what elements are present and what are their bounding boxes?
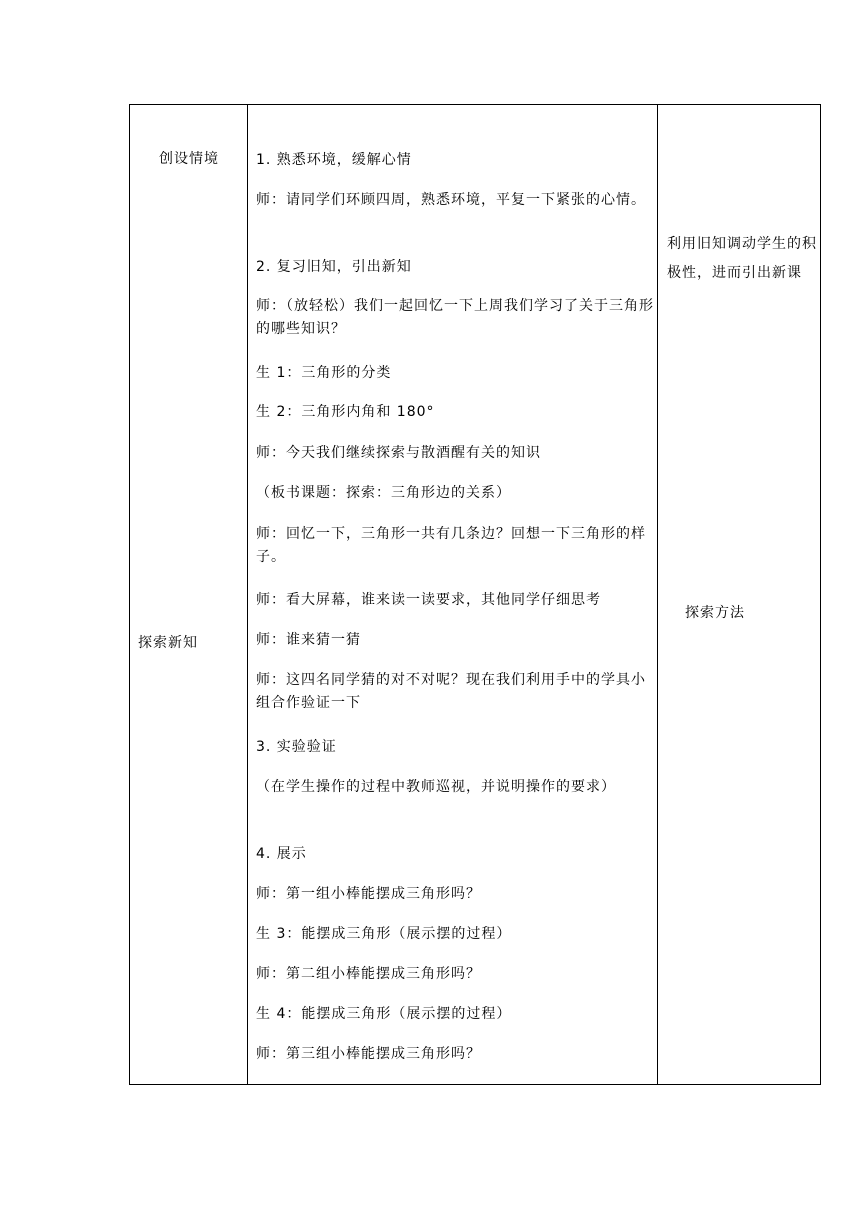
purpose-note-intro: 利用旧知调动学生的积极性，进而引出新课 — [667, 236, 817, 281]
purpose-note-explore: 探索方法 — [685, 605, 745, 621]
content-paragraph: 生 4：能摆成三角形（展示摆的过程） — [256, 1006, 512, 1022]
content-paragraph: 2. 复习旧知，引出新知 — [256, 259, 412, 275]
content-paragraph: 师：这四名同学猜的对不对呢？现在我们利用手中的学具小组合作验证一下 — [256, 672, 646, 711]
content-paragraph: 师：第二组小棒能摆成三角形吗？ — [256, 966, 481, 982]
column-divider — [247, 105, 248, 1084]
stage-label-situation: 创设情境 — [159, 151, 219, 167]
content-paragraph: 生 2：三角形内角和 180° — [256, 404, 435, 420]
stage-label-explore: 探索新知 — [138, 635, 198, 651]
column-divider — [657, 105, 658, 1084]
content-paragraph: 师：看大屏幕，谁来读一读要求，其他同学仔细思考 — [256, 592, 601, 608]
content-paragraph: 生 3：能摆成三角形（展示摆的过程） — [256, 926, 512, 942]
content-paragraph: 生 1：三角形的分类 — [256, 365, 392, 381]
content-paragraph: 1. 熟悉环境，缓解心情 — [256, 152, 412, 168]
content-paragraph: 师：第一组小棒能摆成三角形吗？ — [256, 886, 481, 902]
content-paragraph: 3. 实验验证 — [256, 739, 337, 755]
lesson-table — [129, 104, 821, 1085]
content-paragraph: 师：回忆一下，三角形一共有几条边？回想一下三角形的样子。 — [256, 526, 646, 565]
content-paragraph: 师：第三组小棒能摆成三角形吗？ — [256, 1046, 481, 1062]
content-paragraph: （板书课题：探索：三角形边的关系） — [256, 485, 511, 501]
content-paragraph: 师：请同学们环顾四周，熟悉环境，平复一下紧张的心情。 — [256, 192, 646, 208]
content-paragraph: （在学生操作的过程中教师巡视，并说明操作的要求） — [256, 779, 616, 795]
content-paragraph: 师：谁来猜一猜 — [256, 632, 361, 648]
content-paragraph: 4. 展示 — [256, 846, 307, 862]
content-paragraph: 师：（放轻松）我们一起回忆一下上周我们学习了关于三角形的哪些知识？ — [256, 298, 654, 337]
content-paragraph: 师：今天我们继续探索与散酒醒有关的知识 — [256, 445, 541, 461]
